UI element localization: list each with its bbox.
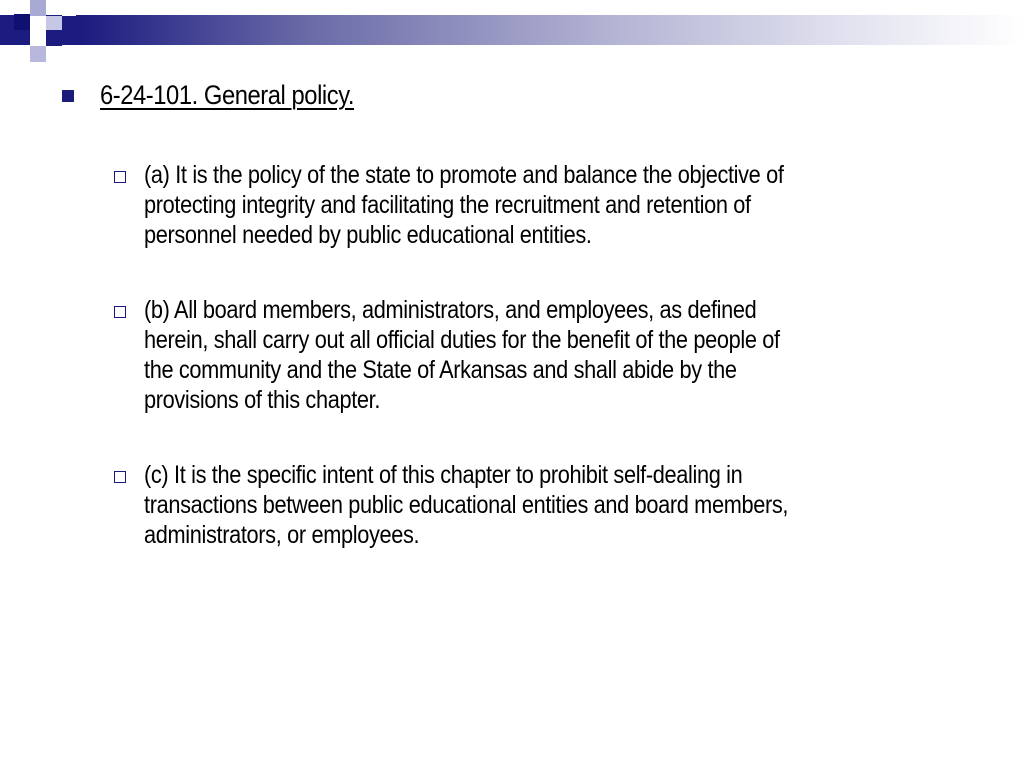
list-item <box>114 160 974 250</box>
hollow-square-bullet-icon <box>114 306 126 318</box>
paragraph-b-text: (b) All board members, administrators, and employees, as defined herein, shall carry out all official duties for the benefit of the people of the community and the State of Arkansas and shall abide by the provisions of this chapter. <box>144 296 780 414</box>
corner-square-navy <box>46 30 62 46</box>
corner-square-lavender <box>30 46 46 62</box>
list-item <box>114 460 974 550</box>
paragraph-a-text: (a) It is the policy of the state to promote and balance the objective of protecting integrity and facilitating the recruitment and retention of personnel needed by public educational entities. <box>144 161 784 249</box>
corner-decoration <box>30 16 46 46</box>
slide-title: 6-24-101. General policy. <box>100 80 355 110</box>
corner-square-navy <box>14 14 30 30</box>
header-gradient-bar <box>0 15 1024 45</box>
corner-decoration <box>62 0 76 16</box>
list-item <box>114 295 974 415</box>
paragraph-c-text: (c) It is the specific intent of this chapter to prohibit self-dealing in transactions between public educational entities and board members, administrators, or employees. <box>144 461 789 549</box>
square-bullet-icon <box>62 90 74 102</box>
hollow-square-bullet-icon <box>114 471 126 483</box>
heading-row <box>62 80 389 111</box>
hollow-square-bullet-icon <box>114 171 126 183</box>
corner-square-lavender <box>30 0 46 16</box>
